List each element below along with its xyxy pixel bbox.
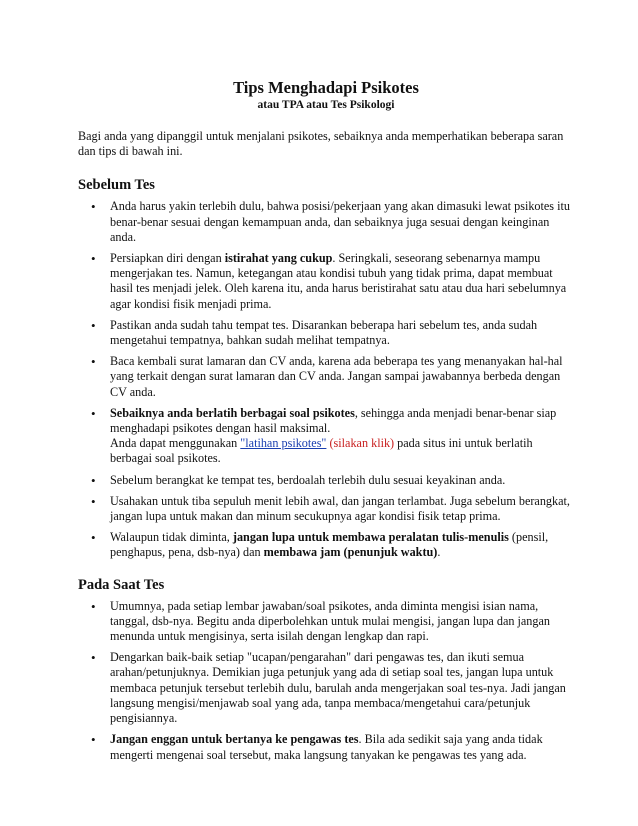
list-item bbox=[78, 199, 574, 245]
list-item bbox=[78, 318, 574, 348]
tip-text: pada situs ini untuk berlatih berbagai soal psikotes. bbox=[110, 436, 533, 466]
tip-text: Walaupun tidak diminta, bbox=[110, 530, 233, 545]
tip-text: Anda harus yakin terlebih dulu, bahwa posisi/pekerjaan yang akan dimasuki lewat psikotes itu benar-benar sesuai dengan kemampuan anda, dan sebaiknya juga sesuai dengan keinginan anda. bbox=[110, 199, 570, 244]
tip-text: Umumnya, pada setiap lembar jawaban/soal psikotes, anda diminta mengisi isian nama, tanggal, dsb-nya. Begitu anda diperbolehkan untuk mulai mengisi, jangan lupa dan jangan menunda untuk mengisinya, serta isilah dengan lengkap dan rapi. bbox=[110, 598, 550, 644]
tip-text: , sehingga anda menjadi benar-benar siap menghadapi psikotes dengan hasil maksimal. bbox=[110, 405, 557, 436]
tip-text: Usahakan untuk tiba sepuluh menit lebih awal, dan jangan terlambat. Juga sebelum berangkat, jangan lupa untuk makan dan minum secukupnya agar kondisi fisik tetap prima. bbox=[110, 493, 570, 524]
latihan-psikotes-link[interactable]: "latihan psikotes" bbox=[240, 436, 327, 451]
tip-emphasis: Jangan enggan untuk bertanya ke pengawas tes bbox=[110, 732, 359, 747]
tip-emphasis: membawa jam (penunjuk waktu) bbox=[263, 545, 438, 560]
list-item bbox=[78, 354, 574, 400]
list-item bbox=[78, 650, 574, 726]
tip-text: Persiapkan diri dengan bbox=[110, 251, 225, 266]
tip-emphasis: jangan lupa untuk membawa peralatan tulis-menulis bbox=[232, 530, 509, 545]
list-item bbox=[78, 530, 574, 560]
tip-text: Dengarkan baik-baik setiap "ucapan/pengarahan" dari pengawas tes, dan ikuti semua arahan/petunjuknya. Demikian juga petunjuk yang ada di setiap soal tes, jangan lupa untuk membaca petunjuk tersebut terlebih dulu, barulah anda mengerjakan soal tes-nya. Jadi jangan langsung mengisi/menjawab soal yang ada, tanpa membaca/mengetahui cara/petunjuk pengisiannya. bbox=[110, 650, 566, 726]
tip-text: Baca kembali surat lamaran dan CV anda, karena ada beberapa tes yang menanyakan hal-hal yang terkait dengan surat lamaran dan CV anda. Jangan sampai jawabannya berbeda dengan CV anda. bbox=[110, 354, 563, 399]
tip-text: Sebelum berangkat ke tempat tes, berdoalah terlebih dulu sesuai keyakinan anda. bbox=[110, 472, 506, 487]
tip-emphasis: istirahat yang cukup bbox=[224, 251, 333, 266]
section-heading-sebelum-tes: Sebelum Tes bbox=[78, 177, 155, 194]
section-heading-pada-saat-tes: Pada Saat Tes bbox=[78, 576, 165, 593]
tip-text: . bbox=[437, 545, 441, 560]
tip-text: Anda dapat menggunakan bbox=[110, 436, 241, 451]
sebelum-tes-list bbox=[78, 199, 574, 560]
document-title: Tips Menghadapi Psikotes bbox=[233, 78, 419, 97]
list-item bbox=[78, 494, 574, 524]
tip-text: . Seringkali, seseorang sebenarnya mampu mengerjakan tes. Namun, ketegangan atau kondisi tubuh yang tidak prima, dapat membuat hasil tes menjadi jelek. Oleh karena itu, anda harus beristirahat satu atau dua hari sebelumnya agar kondisi fisik menjadi prima. bbox=[110, 251, 567, 311]
tip-text: (pensil, penghapus, pena, dsb-nya) dan bbox=[110, 530, 549, 560]
tip-emphasis: Sebaiknya anda berlatih berbagai soal psikotes bbox=[110, 405, 355, 420]
list-item bbox=[78, 732, 574, 762]
list-item bbox=[78, 473, 574, 488]
silakan-klik-note: (silakan klik) bbox=[326, 436, 395, 451]
document-subtitle: atau TPA atau Tes Psikologi bbox=[257, 99, 395, 111]
pada-saat-tes-list bbox=[78, 599, 574, 763]
tip-text: Pastikan anda sudah tahu tempat tes. Disarankan beberapa hari sebelum tes, anda sudah mengetahui tempatnya, bahkan sudah melihat tempatnya. bbox=[110, 317, 538, 348]
tip-text: . Bila ada sedikit saja yang anda tidak mengerti mengenai soal tersebut, maka langsung tanyakan ke pengawas tes yang ada. bbox=[110, 732, 543, 762]
intro-paragraph: Bagi anda yang dipanggil untuk menjalani psikotes, sebaiknya anda memperhatikan beberapa saran dan tips di bawah ini. bbox=[78, 129, 564, 159]
list-item bbox=[78, 406, 574, 467]
list-item bbox=[78, 251, 574, 312]
list-item bbox=[78, 599, 574, 645]
